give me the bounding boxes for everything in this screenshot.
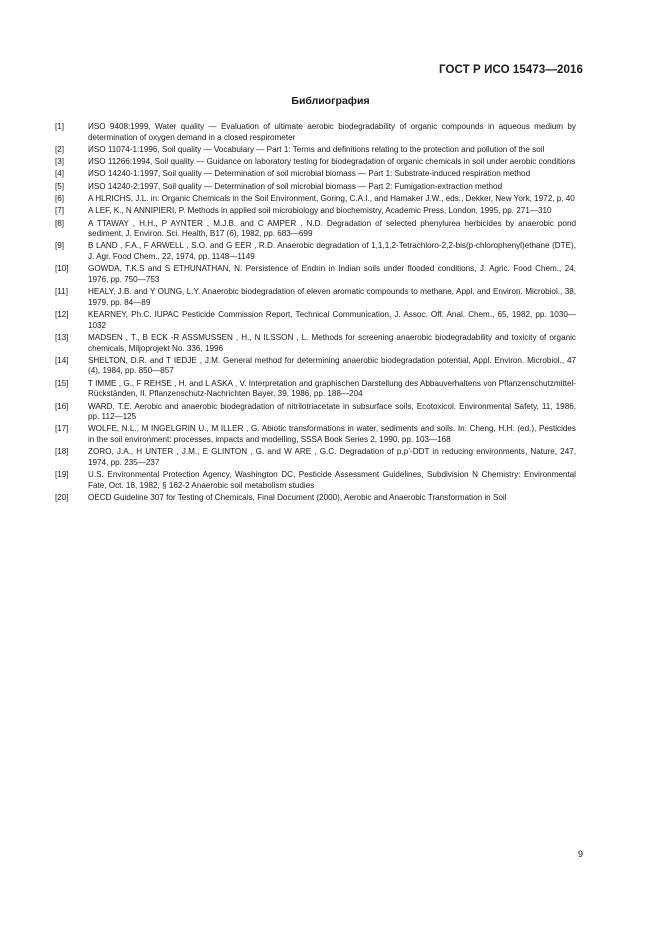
- reference-item: [55, 122, 576, 143]
- reference-text: ИSO 9408:1999, Water quality — Evaluation of ultimate aerobic biodegradability of organic compounds in aqueous medium by determination of oxygen demand in a closed respirometer: [88, 122, 576, 142]
- reference-text: ZORO, J.A., H UNTER , J.M., E GLINTON , G. and W ARE , G.C. Degradation of p,p’-DDT in reducing environments, Nature, 247, 1974, pp. 235—237: [88, 447, 576, 467]
- reference-item: [55, 310, 576, 331]
- reference-text: ИSO 14240-1:1997, Soil quality — Determination of soil microbial biomass — Part 1: Substrate-induced respiration method: [88, 169, 531, 179]
- reference-item: [55, 402, 576, 423]
- reference-text: U.S. Environmental Protection Agency, Washington DC, Pesticide Assessment Guidelines, Subdivision N Chemistry: Environmental Fate, Oct. 18, 1982, § 162-2 Anaerobic soil metabolism studies: [88, 470, 576, 490]
- reference-text: WARD, T.E. Aerobic and anaerobic biodegradation of nitrilotriacetate in subsurface soils, Ecotoxicol. Environmental Safety, 11, 1986, pp. 112—125: [88, 401, 576, 422]
- reference-text: GOWDA, T.K.S and S ETHUNATHAN, N. Persistence of Endrin in Indian soils under flooded conditions, J. Agric. Food Chem., 24, 1976, pp. 750—753: [88, 264, 576, 284]
- reference-item: [55, 333, 576, 354]
- reference-item: [55, 169, 576, 180]
- reference-number: [5]: [55, 181, 65, 191]
- reference-number: [13]: [55, 332, 69, 342]
- reference-number: [10]: [55, 264, 69, 274]
- reference-text: T IMME , G., F REHSE , H. and L ASKA , V. Interpretation and graphischen Darstellung des Abbauverhaltens von Pflanzenschutzmittel-Rückständen, II. Pflanzenschutz-Nachrichten Bayer, 39, 1986, pp. 188—204: [88, 378, 576, 399]
- reference-item: [55, 206, 576, 217]
- reference-item: [55, 194, 576, 205]
- reference-item: [55, 157, 576, 168]
- reference-item: [55, 447, 576, 468]
- reference-text: A HLRICHS, J.L. in: Organic Chemicals in the Soil Environment, Goring, C.A.I., and Hamaker J.W., eds., Dekker, New York, 1972, p. 40: [88, 194, 575, 203]
- reference-text: OECD Guideline 307 for Testing of Chemicals, Final Document (2000), Aerobic and Anaerobic Transformation in Soil: [88, 493, 507, 503]
- reference-number: [20]: [55, 493, 69, 503]
- reference-item: [55, 182, 576, 193]
- reference-text: WOLFE, N.L., M INGELGRIN U., M ILLER , G. Abiotic transformations in water, sediments and soils. In: Cheng, H.H. (ed.), Pesticides in the soil environment: processes, impacts and modelling, SSSA Book Series 2, 1990, pp. 103—168: [88, 424, 576, 445]
- reference-number: [11]: [55, 287, 68, 297]
- section-title: Библиография: [291, 95, 370, 107]
- reference-text: B LAND , F.A., F ARWELL , S.O. and G EER , R.D. Anaerobic degradation of 1,1,1,2-Tetrachloro-2,2-bis(p-chlorophenyl)ethane (DTE), J. Agr. Food Chem., 22, 1974, pp. 1148—1149: [88, 241, 576, 262]
- reference-number: [9]: [55, 241, 65, 251]
- reference-item: [55, 470, 576, 491]
- reference-text: KEARNEY, Ph.C. IUPAC Pesticide Commission Report, Technical Communication, J. Assoc. Off. Anal. Chem., 65, 1982, pp. 1030—1032: [88, 310, 576, 330]
- reference-text: HEALY, J.B. and Y OUNG, L.Y. Anaerobic biodegradation of eleven aromatic compounds to methane, Appl. and Environ. Microbiol., 38, 1979, pp. 84—89: [88, 287, 576, 307]
- page-number: 9: [577, 849, 583, 859]
- bibliography-list: [55, 122, 576, 505]
- reference-item: [55, 219, 576, 240]
- reference-number: [12]: [55, 310, 69, 320]
- reference-number: [18]: [55, 447, 69, 457]
- reference-text: MADSEN , T., B ECK -R ASSMUSSEN , H., N ILSSON , L. Methods for screening anaerobic biodegradability and toxicity of organic chemicals, Miljoprojekt No. 336, 1996: [88, 332, 576, 353]
- reference-text: ИSO 14240-2:1997, Soil quality — Determination of soil microbial biomass — Part 2: Fumigation-extraction method: [88, 181, 503, 191]
- reference-text: SHELTON, D.R. and T IEDJE , J.M. General method for determining anaerobic biodegradation potential, Appl. Environ. Microbiol., 47 (4), 1984, pp. 850—857: [88, 355, 576, 376]
- reference-text: ИSO 11266:1994, Soil quality — Guidance on laboratory testing for biodegradation of organic chemicals in soil under aerobic conditions: [88, 157, 576, 167]
- reference-item: [55, 264, 576, 285]
- reference-number: [4]: [55, 169, 65, 179]
- reference-number: [15]: [55, 378, 69, 388]
- reference-number: [17]: [55, 424, 69, 434]
- reference-item: [55, 356, 576, 377]
- reference-text: A TTAWAY , H.H., P AYNTER , M.J.B. and C AMPER , N.D. Degradation of selected phenylurea herbicides by anaerobic pond sediment, J. Environ. Sci. Health, B17 (6), 1982, pp. 683—699: [88, 218, 576, 239]
- reference-number: [8]: [55, 218, 65, 228]
- document-header-standard: ГОСТ Р ИСО 15473—2016: [438, 64, 583, 76]
- reference-item: [55, 241, 576, 262]
- reference-number: [7]: [55, 206, 65, 216]
- reference-text: ИSO 11074-1:1996, Soil quality — Vocabulary — Part 1: Terms and definitions relating to the protection and pollution of the soil: [88, 144, 545, 154]
- reference-item: [55, 145, 576, 156]
- reference-item: [55, 493, 576, 504]
- reference-number: [2]: [55, 144, 65, 154]
- reference-number: [16]: [55, 401, 69, 411]
- reference-item: [55, 287, 576, 308]
- reference-number: [6]: [55, 194, 65, 203]
- reference-item: [55, 379, 576, 400]
- reference-number: [3]: [55, 157, 65, 167]
- reference-number: [14]: [55, 355, 69, 365]
- reference-text: A LEF, K., N ANNIPIERI, P. Methods in applied soil microbiology and biochemistry, Academic Press, London, 1995, pp. 271—310: [88, 206, 552, 216]
- reference-number: [1]: [55, 122, 65, 131]
- reference-item: [55, 424, 576, 445]
- reference-number: [19]: [55, 470, 69, 480]
